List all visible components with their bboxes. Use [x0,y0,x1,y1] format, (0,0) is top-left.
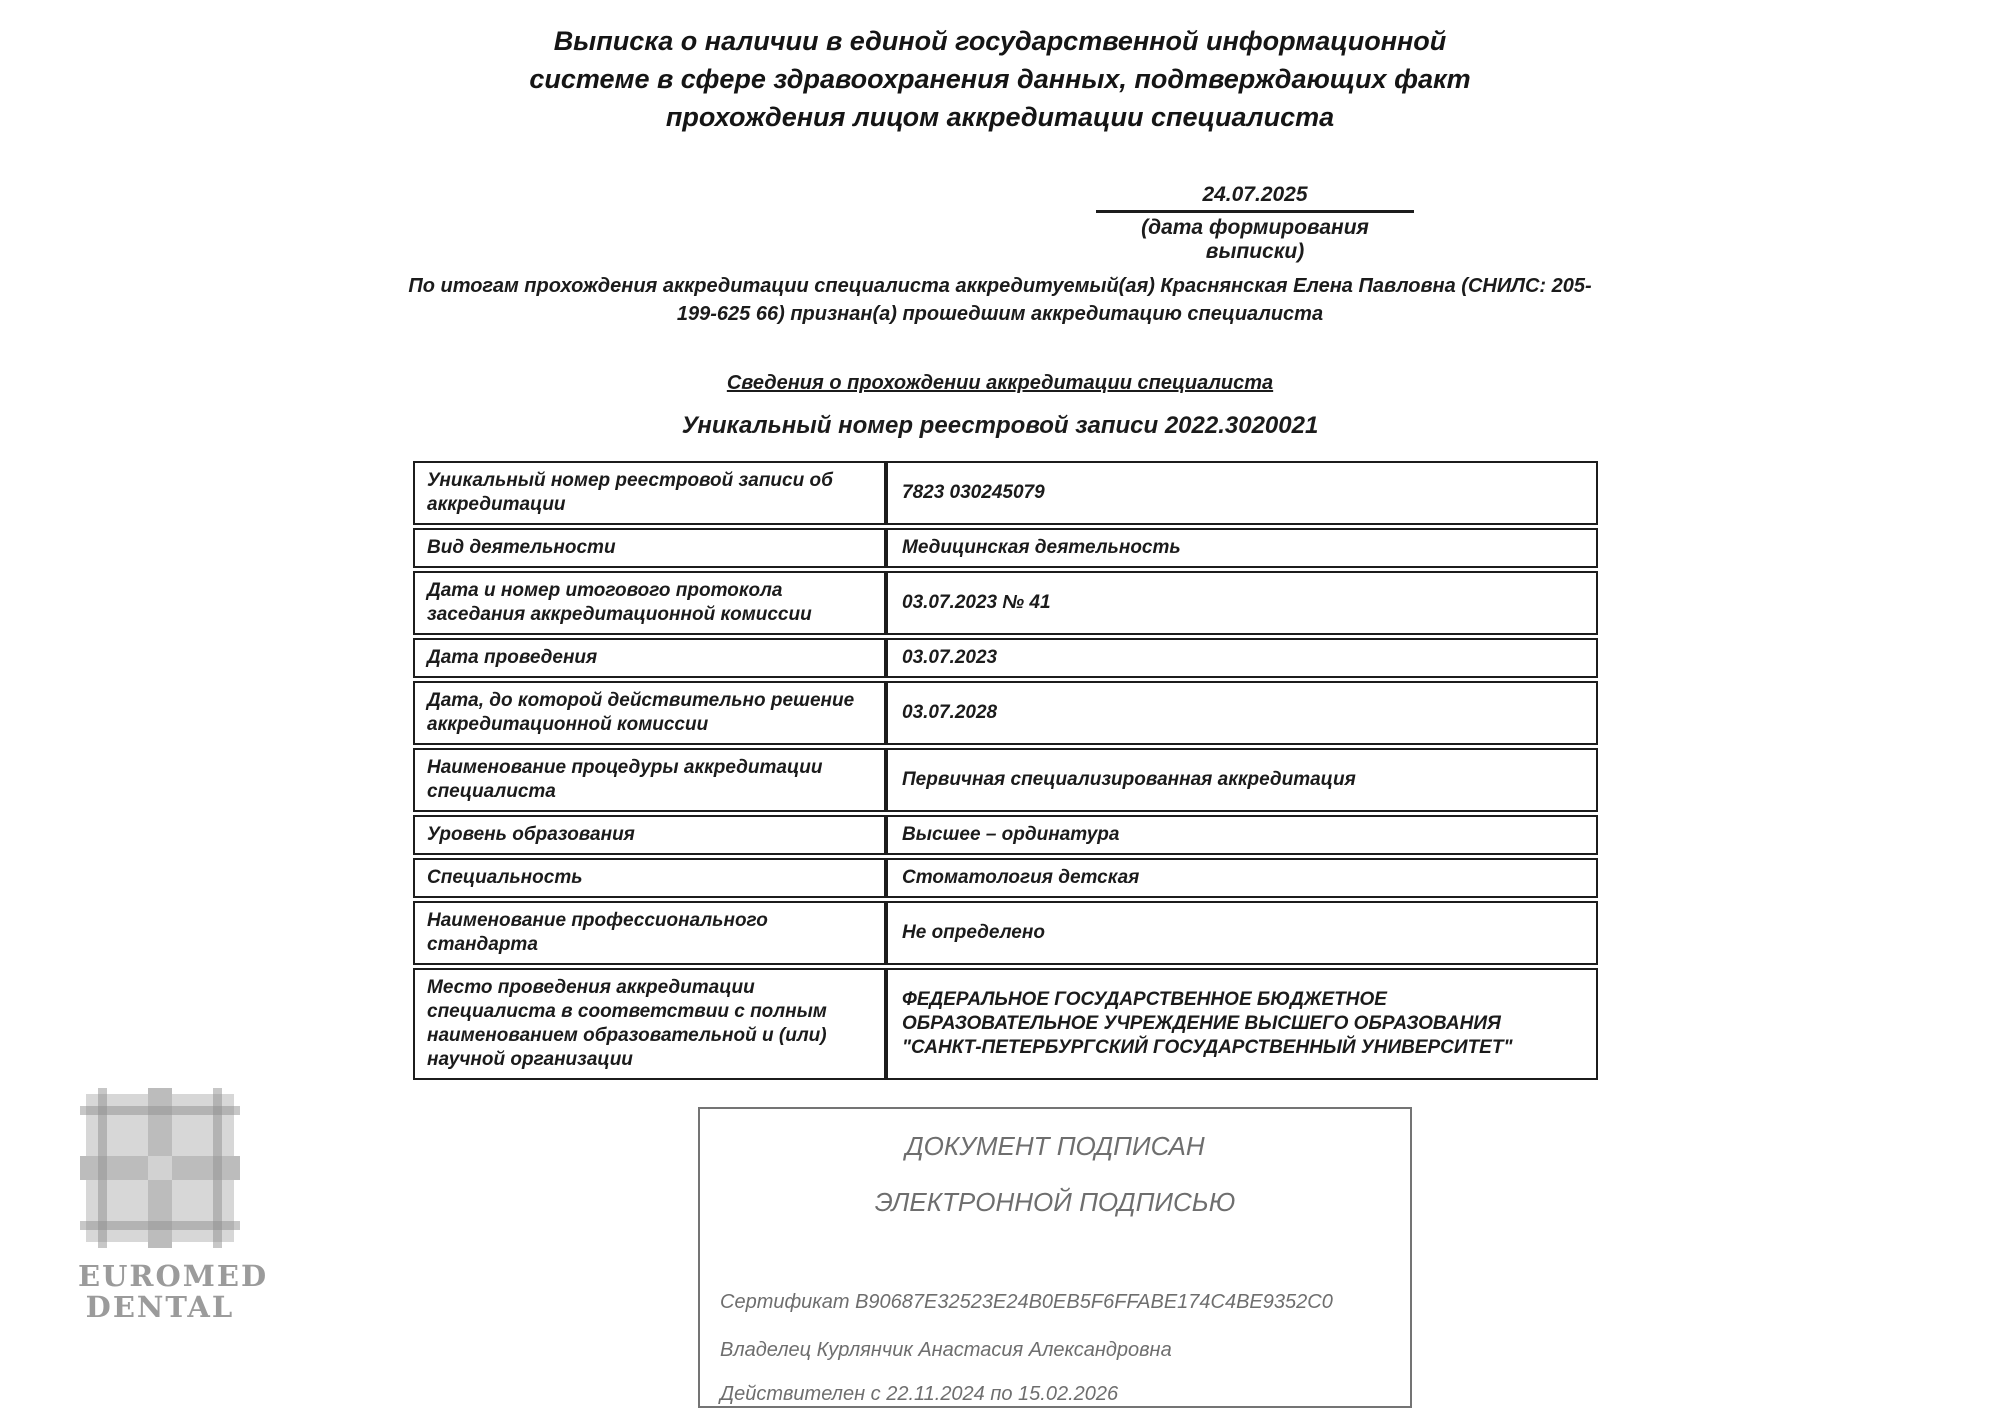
signature-validity: Действителен с 22.11.2024 по 15.02.2026 [720,1383,1119,1405]
row-value: 03.07.2023 № 41 [886,571,1598,635]
row-label: Уровень образования [413,815,886,855]
row-label: Наименование процедуры аккредитации специалиста [413,748,886,812]
table-row [413,748,1598,812]
euromed-dental-logo [78,1088,269,1324]
row-value: 03.07.2023 [886,638,1598,678]
row-value: Медицинская деятельность [886,528,1598,568]
table-row [413,681,1598,745]
row-value: 03.07.2028 [886,681,1598,745]
row-value: Первичная специализированная аккредитация [886,748,1598,812]
extract-date-block [1096,183,1414,264]
section-heading: Сведения о прохождении аккредитации специалиста [726,372,1274,394]
row-label: Уникальный номер реестровой записи об аккредитации [413,461,886,525]
plaid-cross-logo-icon [80,1088,240,1248]
signature-owner: Владелец Курлянчик Анастасия Александровна [720,1339,1172,1361]
document-title-line-3: прохождения лицом аккредитации специалиста [665,102,1335,132]
extract-date-value: 24.07.2025 [1096,183,1414,213]
row-label: Дата и номер итогового протокола заседания аккредитационной комиссии [413,571,886,635]
logo-text-line-1: EUROMED [78,1259,269,1293]
row-label: Специальность [413,858,886,898]
row-value: Стоматология детская [886,858,1598,898]
table-row [413,858,1598,898]
table-row [413,528,1598,568]
row-label: Место проведения аккредитации специалиста в соответствии с полным наименованием образовательной и (или) научной организации [413,968,886,1080]
signature-title-line-2: ЭЛЕКТРОННОЙ ПОДПИСЬЮ [874,1187,1236,1217]
table-row [413,815,1598,855]
signature-box [698,1107,1412,1408]
document-title-line-2: системе в сфере здравоохранения данных, подтверждающих факт [529,64,1471,94]
row-value: Не определено [886,901,1598,965]
signature-title-line-1: ДОКУМЕНТ ПОДПИСАН [905,1131,1205,1161]
logo-text-line-2: DENTAL [85,1290,235,1324]
signature-certificate: Сертификат B90687E32523E24B0EB5F6FFABE174C4BE9352C0 [720,1291,1333,1313]
row-value: 7823 030245079 [886,461,1598,525]
extract-date-caption: (дата формирования выписки) [1141,216,1369,263]
row-label: Наименование профессионального стандарта [413,901,886,965]
row-label: Дата, до которой действительно решение аккредитационной комиссии [413,681,886,745]
intro-paragraph: По итогам прохождения аккредитации специалиста аккредитуемый(ая) Краснянская Елена Павловна (СНИЛС: 205-199-625 66) признан(а) прошедшим аккредитацию специалиста [408,275,1592,325]
row-label: Дата проведения [413,638,886,678]
row-value: Высшее – ординатура [886,815,1598,855]
table-row [413,571,1598,635]
table-row [413,461,1598,525]
row-value: ФЕДЕРАЛЬНОЕ ГОСУДАРСТВЕННОЕ БЮДЖЕТНОЕ ОБРАЗОВАТЕЛЬНОЕ УЧРЕЖДЕНИЕ ВЫСШЕГО ОБРАЗОВАНИЯ "САНКТ-ПЕТЕРБУРГСКИЙ ГОСУДАРСТВЕННЫЙ УНИВЕРСИТЕТ" [886,968,1598,1080]
accreditation-table [413,458,1598,1083]
table-row [413,901,1598,965]
registry-number: Уникальный номер реестровой записи 2022.3020021 [681,412,1319,439]
table-row [413,968,1598,1080]
table-row [413,638,1598,678]
document-title [0,22,2000,136]
document-title-line-1: Выписка о наличии в единой государственной информационной [553,26,1447,56]
logo-text [78,1259,269,1324]
row-label: Вид деятельности [413,528,886,568]
